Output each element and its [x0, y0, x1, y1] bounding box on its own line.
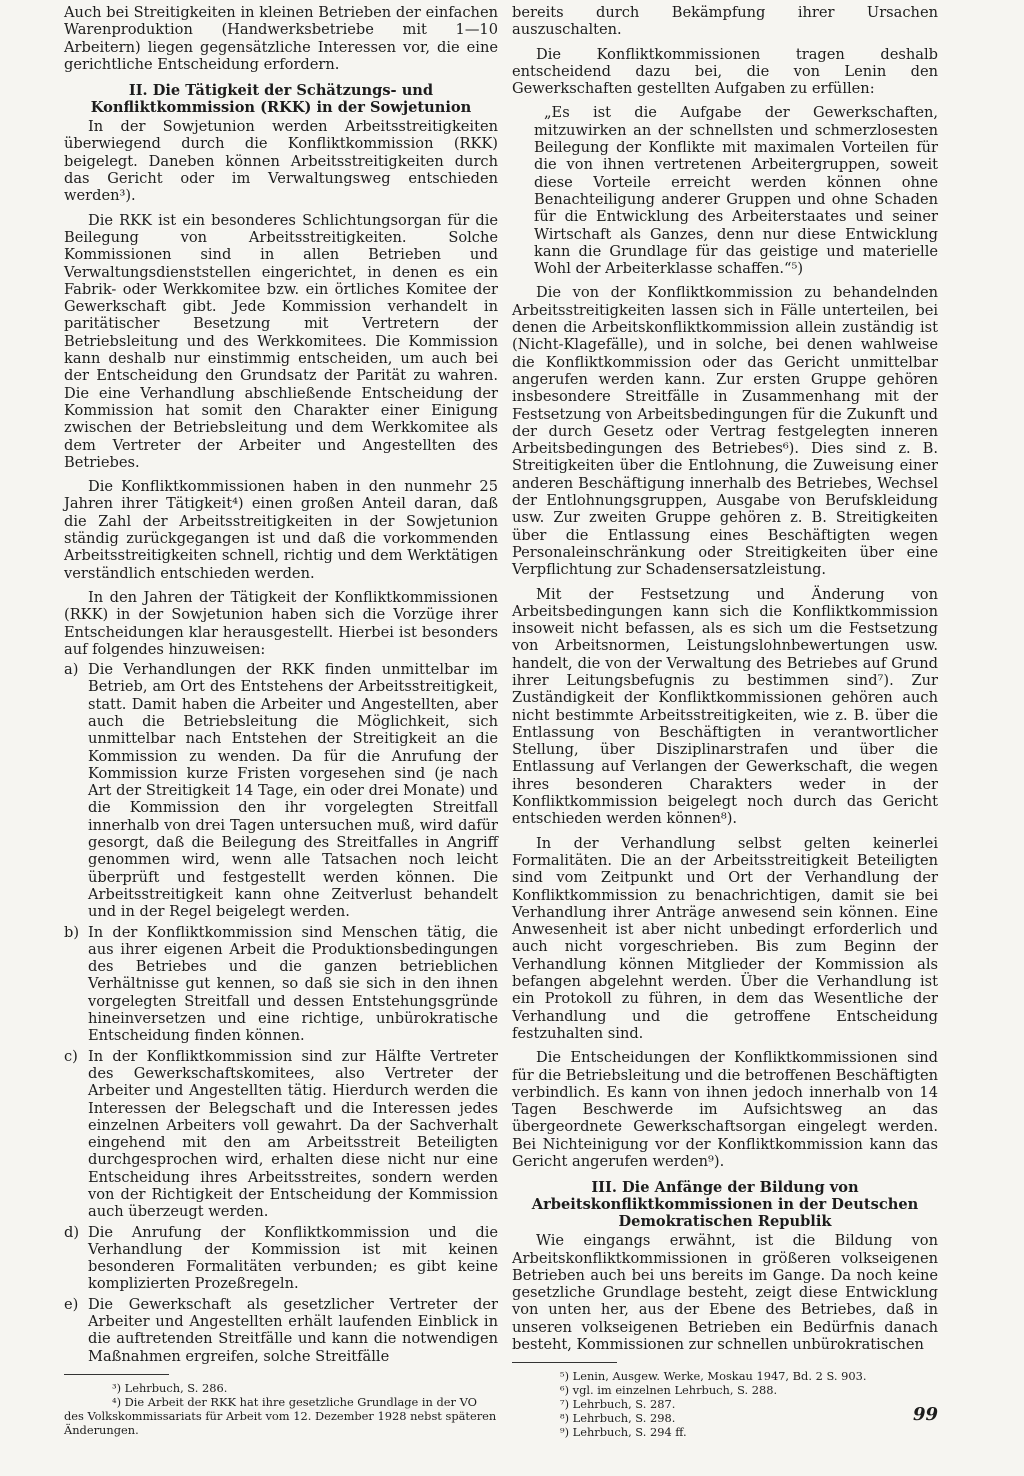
- left-column: [64, 4, 498, 1437]
- right-column: [512, 4, 938, 1439]
- paragraph: Die von der Konfliktkommission zu behandelnden Arbeitsstreitigkeiten lassen sich in Fälle unterteilen, bei denen die Arbeitskonfliktkommission allein zuständig ist (Nicht-Klagefälle), und in solche, bei denen wahlweise die Konfliktkommission oder das Gericht unmittelbar angerufen werden kann. Zur ersten Gruppe gehören insbesondere Streitfälle in Zusammenhang mit der Festsetzung von Arbeitsbedingungen für die Zukunft und der durch Gesetz oder Vertrag festgelegten inneren Arbeitsbedingungen des Betriebes⁶). Dies sind z. B. Streitigkeiten über die Entlohnung, die Zuweisung einer anderen Beschäftigung innerhalb des Betriebes, Wechsel der Entlohnungsgruppen, Ausgabe von Berufskleidung usw. Zur zweiten Gruppe gehören z. B. Streitigkeiten über die Entlassung eines Beschäftigten wegen Personaleinschränkung oder Streitigkeiten über eine Verpflichtung zur Schadensersatzleistung.: [512, 284, 938, 579]
- footnote-text: Die Arbeit der RKK hat ihre gesetzliche Grundlage in der VO des Volkskommissariats für Arbeit vom 12. Dezember 1928 nebst späteren Änderungen.: [64, 1394, 497, 1437]
- paragraph: Mit der Festsetzung und Änderung von Arbeitsbedingungen kann sich die Konfliktkommission insoweit nicht befassen, als es sich um die Festsetzung von Arbeitsnormen, Leistungslohnbewertungen usw. handelt, die von der Verwaltung des Betriebes auf Grund ihrer Leitungsbefugnis zu bestimmen sind⁷). Zur Zuständigkeit der Konfliktkommissionen gehören auch nicht bestimmte Arbeitsstreitigkeiten, wie z. B. über die Entlassung von Beschäftigten in verantwortlicher Stellung, über Disziplinarstrafen und über die Entlassung auf Verlangen der Gewerkschaft, die wegen ihres besonderen Charakters weder in der Konfliktkommission beigelegt noch durch das Gericht entschieden werden können⁸).: [512, 585, 938, 828]
- footnote-number: ⁷): [560, 1397, 570, 1412]
- paragraph: In der Verhandlung selbst gelten keinerlei Formalitäten. Die an der Arbeitsstreitigkeit Beteiligten sind vom Zeitpunkt und Ort der Verhandlung der Konfliktkommission zu benachrichtigen, damit sie bei Verhandlung ihrer Anträge anwesend sein können. Eine Anwesenheit ist aber nicht unbedingt erforderlich und auch nicht vorgeschrieben. Bis zum Beginn der Verhandlung können Mitglieder der Kommission als befangen abgelehnt werden. Über die Verhandlung ist ein Protokoll zu führen, in dem das Wesentliche der Verhandlung und die getroffene Entscheidung festzuhalten sind.: [512, 834, 938, 1042]
- footnote: [512, 1383, 938, 1397]
- paragraph: Die Entscheidungen der Konfliktkommissionen sind für die Betriebsleitung und die betroffenen Beschäftigten verbindlich. Es kann von ihnen jedoch innerhalb von 14 Tagen Beschwerde im Aufsichtsweg an das übergeordnete Gewerkschaftsorgan eingelegt werden. Bei Nichteinigung vor der Konfliktkommission kann das Gericht angerufen werden⁹).: [512, 1049, 938, 1170]
- list-item-text: In der Konfliktkommission sind zur Hälfte Vertreter des Gewerkschaftskomitees, also Vertreter der Arbeiter und Angestellten tätig. Hierdurch werden die Interessen der Belegschaft und die Interessen jedes einzelnen Arbeiters voll gewahrt. Da der Sachverhalt eingehend mit den am Arbeitsstreit Beteiligten durchgesprochen wird, erhalten diese nicht nur eine Entscheidung ihres Arbeitsstreites, sondern werden von der Richtigkeit der Entscheidung der Kommission auch überzeugt werden.: [88, 1047, 498, 1221]
- paragraph: Die Konfliktkommissionen haben in den nunmehr 25 Jahren ihrer Tätigkeit⁴) einen großen Anteil daran, daß die Zahl der Arbeitsstreitigkeiten in der Sowjetunion ständig zurückgegangen ist und daß die vorkommenden Arbeitsstreitigkeiten schnell, richtig und dem Werktätigen verständlich entschieden werden.: [64, 478, 498, 582]
- list-item: [64, 661, 498, 920]
- list-item-label: b): [64, 923, 80, 941]
- list-item-text: Die Verhandlungen der RKK finden unmittelbar im Betrieb, am Ort des Entstehens der Arbeitsstreitigkeit, statt. Damit haben die Arbeiter und Angestellten, aber auch die Betriebsleitung die Möglichkeit, sich unmittelbar nach Entstehen der Streitigkeit an die Kommission zu wenden. Da für die Anrufung der Kommission kurze Fristen vorgesehen sind (je nach Art der Streitigkeit 14 Tage, ein oder drei Monate) und die Kommission den ihr vorgelegten Streitfall innerhalb von drei Tagen untersuchen muß, wird dafür gesorgt, daß die Beilegung des Streitfalles in Angriff genommen wird, wenn alle Tatsachen noch leicht überprüft und festgestellt werden können. Die Arbeitsstreitigkeit kann ohne Zeitverlust behandelt und in der Regel beigelegt werden.: [88, 661, 498, 921]
- footnote-number: ⁹): [560, 1425, 570, 1440]
- section-heading-iii: III. Die Anfänge der Bildung von Arbeitskonfliktkommissionen in der Deutschen Demokratischen Republik: [531, 1179, 919, 1231]
- list-item-label: e): [64, 1295, 79, 1313]
- footnote-divider: [512, 1362, 617, 1363]
- continued-paragraph: bereits durch Bekämpfung ihrer Ursachen auszuschalten.: [512, 4, 938, 39]
- list-item-text: Die Gewerkschaft als gesetzlicher Vertreter der Arbeiter und Angestellten erhält laufenden Einblick in die auftretenden Streitfälle und kann die notwendigen Maßnahmen ergreifen, solche Streitfälle: [88, 1295, 498, 1365]
- list-item-text: In der Konfliktkommission sind Menschen tätig, die aus ihrer eigenen Arbeit die Produktionsbedingungen des Betriebes und die ganzen betrieblichen Verhältnisse gut kennen, so daß sie sich in den ihnen vorgelegten Streitfall und dessen Entstehungsgründe hineinversetzen und eine richtige, unbürokratische Entscheidung finden können.: [88, 923, 498, 1045]
- footnote-number: ⁶): [560, 1383, 570, 1398]
- footnote-text: Lehrbuch, S. 286.: [124, 1380, 228, 1395]
- section-heading-ii: II. Die Tätigkeit der Schätzungs- und Konfliktkommission (RKK) in der Sowjetunion: [90, 82, 472, 117]
- footnote-divider: [64, 1374, 169, 1375]
- footnote: [512, 1411, 938, 1425]
- list-item: [64, 1224, 498, 1293]
- footnote: [64, 1395, 498, 1437]
- list-item: [64, 924, 498, 1045]
- list-item: [64, 1048, 498, 1221]
- paragraph: Die Konfliktkommissionen tragen deshalb entscheidend dazu bei, die von Lenin den Gewerkschaften gestellten Aufgaben zu erfüllen:: [512, 45, 938, 98]
- list-item-label: c): [64, 1047, 78, 1065]
- list-item-label: a): [64, 661, 79, 679]
- footnote-text: Lenin, Ausgew. Werke, Moskau 1947, Bd. 2 S. 903.: [572, 1369, 867, 1384]
- footnote: [512, 1369, 938, 1383]
- list-item-label: d): [64, 1223, 80, 1241]
- list-item-text: Die Anrufung der Konfliktkommission und die Verhandlung der Kommission ist mit keinen besonderen Formalitäten verbunden; es gibt keine komplizierten Prozeßregeln.: [88, 1223, 498, 1293]
- paragraph: Die RKK ist ein besonderes Schlichtungsorgan für die Beilegung von Arbeitsstreitigkeiten. Solche Kommissionen sind in allen Betrieben und Verwaltungsdienststellen eingerichtet, in denen es ein Fabrik- oder Werkkomitee bzw. ein örtliches Komitee der Gewerkschaft gibt. Jede Kommission verhandelt in paritätischer Besetzung mit Vertretern der Betriebsleitung und des Werkkomitees. Die Kommission kann deshalb nur einstimmig entscheiden, um auch bei der Entscheidung den Grundsatz der Parität zu wahren. Die eine Verhandlung abschließende Entscheidung der Kommission hat somit den Charakter einer Einigung zwischen der Betriebsleitung und dem Werkkomitee als dem Vertreter der Arbeiter und Angestellten des Betriebes.: [64, 211, 498, 471]
- paragraph: In den Jahren der Tätigkeit der Konfliktkommissionen (RKK) in der Sowjetunion haben sich die Vorzüge ihrer Entscheidungen klar herausgestellt. Hierbei ist besonders auf folgendes hinzuweisen:: [64, 588, 498, 658]
- page-number: 99: [913, 1404, 939, 1425]
- footnote-number: ⁸): [560, 1411, 570, 1426]
- list-item: [64, 1296, 498, 1365]
- footnote: [64, 1381, 498, 1395]
- footnote-text: Lehrbuch, S. 298.: [572, 1411, 676, 1426]
- footnote: [512, 1425, 938, 1439]
- paragraph: In der Sowjetunion werden Arbeitsstreitigkeiten überwiegend durch die Konfliktkommission (RKK) beigelegt. Daneben können Arbeitsstreitigkeiten durch das Gericht oder im Verwaltungsweg entschieden werden³).: [64, 118, 498, 205]
- lenin-quote: „Es ist die Aufgabe der Gewerkschaften, mitzuwirken an der schnellsten und schmerzlosesten Beilegung der Konflikte mit maximalen Vorteilen für die von ihnen vertretenen Arbeitergruppen, soweit diese Vorteile erreicht werden können ohne Benachteiligung anderer Gruppen und ohne Schaden für die Entwicklung des Arbeiterstaates und seiner Wirtschaft als Ganzes, denn nur diese Entwicklung kann die Grundlage für das geistige und materielle Wohl der Arbeiterklasse schaffen.“⁵): [534, 104, 938, 278]
- footnote-number: ⁵): [560, 1369, 570, 1384]
- footnote-text: Lehrbuch, S. 287.: [572, 1397, 676, 1412]
- footnote: [512, 1397, 938, 1411]
- footnote-number: ⁴): [112, 1394, 122, 1409]
- intro-paragraph: Auch bei Streitigkeiten in kleinen Betrieben der einfachen Warenproduktion (Handwerksbetriebe mit 1—10 Arbeitern) liegen gegensätzliche Interessen vor, die eine gerichtliche Entscheidung erfordern.: [64, 4, 498, 73]
- footnote-text: Lehrbuch, S. 294 ff.: [572, 1425, 687, 1440]
- footnote-text: vgl. im einzelnen Lehrbuch, S. 288.: [572, 1383, 778, 1398]
- footnote-number: ³): [112, 1380, 122, 1395]
- paragraph: Wie eingangs erwähnt, ist die Bildung von Arbeitskonfliktkommissionen in größeren volkseigenen Betrieben auch bei uns bereits im Gange. Da noch keine gesetzliche Grundlage besteht, zeigt diese Entwicklung von unten her, aus der Ebene des Betriebes, daß in unseren volkseigenen Betrieben ein Bedürfnis danach besteht, Kommissionen zur schnellen unbürokratischen: [512, 1232, 938, 1354]
